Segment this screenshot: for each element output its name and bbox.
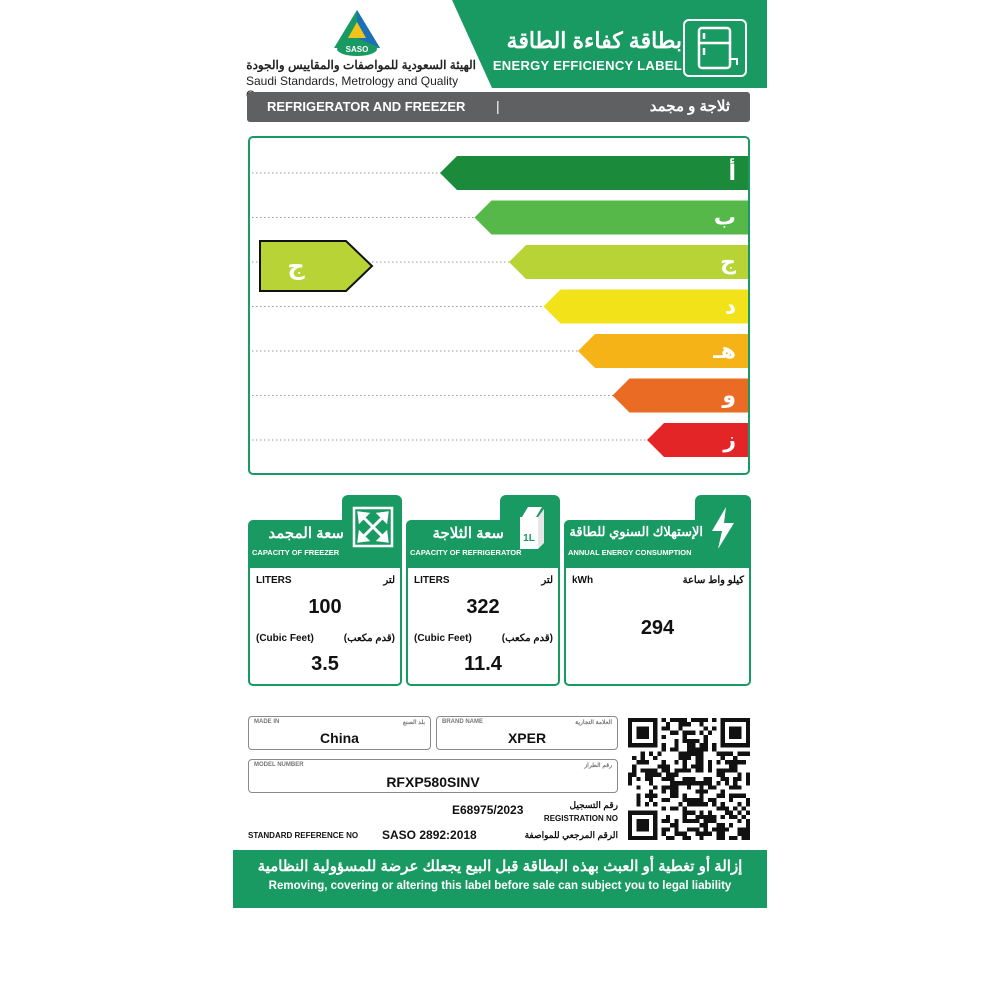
scale-letter-6: و [722,383,736,409]
brand-value: XPER [507,730,547,746]
energy-title-en: ANNUAL ENERGY CONSUMPTION [568,548,692,557]
energy-unit-ar: كيلو واط ساعة [682,575,744,586]
scale-letter-1: أ [728,161,736,186]
product-type-en: REFRIGERATOR AND FREEZER [267,99,466,114]
freezer-liters-ar: لتر [383,575,395,586]
brand-label-ar: العلامة التجارية [575,720,612,726]
made-in-label-en: MADE IN [254,719,280,725]
fridge-cubic-value: 11.4 [464,653,502,675]
fridge-title-en: CAPACITY OF REFRIGERATOR [410,548,522,557]
freezer-liters-value: 100 [308,596,342,618]
model-label-ar: رقم الطراز [584,763,612,769]
selected-class-pointer [260,241,372,291]
scale-arrow-2 [475,201,749,235]
freezer-cubic-en: (Cubic Feet) [256,633,314,644]
product-type-ar: ثلاجة و مجمد [649,98,730,115]
freezer-cubic-ar: (قدم مكعب) [343,633,395,644]
registration-label-ar: رقم التسجيل [569,800,618,810]
energy-title-ar: الإستهلاك السنوي للطاقة [569,524,703,539]
standard-label-en: STANDARD REFERENCE NO [248,831,359,840]
scale-arrow-4 [544,290,749,324]
brand-label-en: BRAND NAME [442,719,483,725]
energy-value: 294 [640,617,675,639]
fridge-liters-en: LITERS [414,575,450,586]
scale-letter-7: ز [723,428,736,453]
fridge-cubic-ar: (قدم مكعب) [501,633,553,644]
model-value: RFXP580SINV [386,774,480,790]
fridge-title-ar: سعة الثلاجة [432,525,504,542]
scale-letter-3: ج [720,250,736,275]
org-name-ar: الهيئة السعودية للمواصفات والمقاييس والجودة [246,58,476,72]
scale-arrow-1 [440,156,748,190]
selected-class-letter: ج [287,252,305,280]
milk-carton-text: 1L [523,533,535,544]
fridge-cubic-en: (Cubic Feet) [414,633,472,644]
scale-letter-4: د [724,294,736,320]
org-name-en: Saudi Standards, Metrology and Quality [246,74,459,88]
freezer-arrows-icon [352,506,394,548]
freezer-title-en: CAPACITY OF FREEZER [252,548,340,557]
warning-text-ar: إزالة أو تغطية أو العبث بهذه البطاقة قبل البيع يجعلك عرضة للمسؤولية النظامية [257,858,743,875]
freezer-cubic-value: 3.5 [311,653,339,675]
made-in-label-ar: بلد الصنع [402,720,425,726]
label-title-ar: بطاقة كفاءة الطاقة [506,28,682,53]
scale-letter-2: ب [713,205,736,231]
scale-letter-5: هـ [713,339,736,364]
saso-logo-text: SASO [345,45,369,54]
fridge-icon [683,19,747,77]
standard-value: SASO 2892:2018 [382,828,477,842]
freezer-liters-en: LITERS [256,575,292,586]
freezer-title-ar: سعة المجمد [268,525,344,542]
standard-label-ar: الرقم المرجعي للمواصفة [524,830,618,840]
lightning-icon [706,505,740,551]
registration-label-en: REGISTRATION NO [543,814,618,823]
energy-unit-en: kWh [572,575,594,586]
label-title-en: ENERGY EFFICIENCY LABEL [492,58,682,73]
scale-arrow-3 [509,245,748,279]
milk-carton-icon [514,503,550,551]
rating-scale [248,136,750,475]
fridge-liters-ar: لتر [541,575,553,586]
fridge-liters-value: 322 [466,596,500,618]
registration-number: E68975/2023 [452,803,524,817]
qr-code [628,718,750,840]
model-label-en: MODEL NUMBER [254,762,304,768]
saso-logo [330,8,384,58]
made-in-value: China [320,730,359,746]
product-type-separator: | [496,98,500,114]
warning-text-en: Removing, covering or altering this label before sale can subject you to legal liability [268,880,732,892]
